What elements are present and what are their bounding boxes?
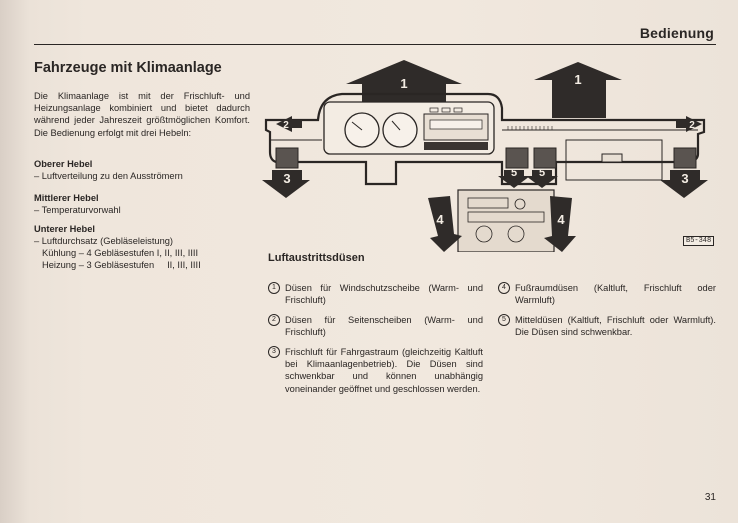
lever-description: – Luftdurchsatz (Gebläseleistung) — [34, 236, 174, 246]
vent-right — [674, 148, 696, 168]
lever-lower — [34, 223, 254, 271]
item-text: Fußraumdüsen (Kaltluft, Frischluft oder Warmluft) — [515, 283, 716, 306]
arrow-2-left — [276, 116, 302, 132]
outlets-heading: Luftaustrittsdüsen — [268, 252, 365, 264]
lever-upper — [34, 158, 254, 182]
lever-title: Oberer Hebel — [34, 159, 93, 169]
lever-title: Unterer Hebel — [34, 224, 95, 234]
page-number: 31 — [704, 492, 716, 503]
dashboard-air-outlet-diagram — [262, 58, 718, 252]
fan-stages-cooling: Kühlung – 4 Gebläsestufen I, II, III, IIII — [42, 248, 199, 258]
vent-left — [276, 148, 298, 168]
callout-5-left: 5 — [510, 167, 518, 179]
lever-description: – Temperaturvorwahl — [34, 205, 121, 215]
outlet-item-1 — [268, 282, 483, 306]
item-text: Düsen für Windschutzscheibe (Warm- und Frischluft) — [285, 283, 483, 306]
callout-3-left: 3 — [283, 171, 291, 186]
center-console — [458, 190, 554, 252]
outlet-item-5 — [498, 314, 716, 338]
lever-title: Mittlerer Hebel — [34, 193, 99, 203]
vent-center-right — [534, 148, 556, 168]
callout-1-left: 1 — [400, 76, 408, 91]
item-number: 4 — [498, 282, 510, 294]
callout-3-right: 3 — [681, 171, 689, 186]
arrow-4-left — [428, 196, 462, 252]
page-title: Fahrzeuge mit Klimaanlage — [34, 60, 222, 76]
callout-2-left: 2 — [283, 120, 289, 131]
callout-5-right: 5 — [538, 167, 546, 179]
item-number: 2 — [268, 314, 280, 326]
outlet-item-3 — [268, 346, 483, 395]
callout-4-right: 4 — [557, 212, 565, 227]
outlet-item-4 — [498, 282, 716, 306]
lever-description: – Luftverteilung zu den Ausströmern — [34, 171, 183, 181]
item-number: 1 — [268, 282, 280, 294]
fan-stages-heating: Heizung – 3 Gebläsestufen II, III, IIII — [42, 260, 201, 270]
figure-reference: B5-348 — [683, 236, 714, 246]
callout-4-left: 4 — [436, 212, 444, 227]
item-text: Mitteldüsen (Kaltluft, Frischluft oder Warmluft). Die Düsen sind schwenkbar. — [515, 315, 716, 338]
section-label: Bedienung — [639, 25, 714, 41]
item-number: 5 — [498, 314, 510, 326]
item-number: 3 — [268, 346, 280, 358]
outlet-item-2 — [268, 314, 483, 338]
callout-2-right: 2 — [689, 120, 695, 131]
intro-paragraph: Die Klimaanlage ist mit der Frischluft- und Heizungsanlage kombiniert und bietet dadurch während jeder Jahreszeit größtmöglichen Komfort. Die Bedienung erfolgt mit drei Hebeln: — [34, 91, 250, 138]
header-rule — [34, 44, 716, 45]
callout-1-right: 1 — [574, 72, 582, 87]
lever-middle — [34, 192, 254, 216]
vent-center-left — [506, 148, 528, 168]
arrow-up-1-right-shape — [534, 62, 622, 118]
item-text: Düsen für Seitenscheiben (Warm- und Frischluft) — [285, 315, 483, 338]
item-text: Frischluft für Fahrgastraum (gleichzeitig Kaltluft bei Klimaanlagenbetrieb). Die Düsen sind schwenkbar und können unabhängig voneinander geöffnet und geschlossen werden. — [285, 347, 483, 394]
